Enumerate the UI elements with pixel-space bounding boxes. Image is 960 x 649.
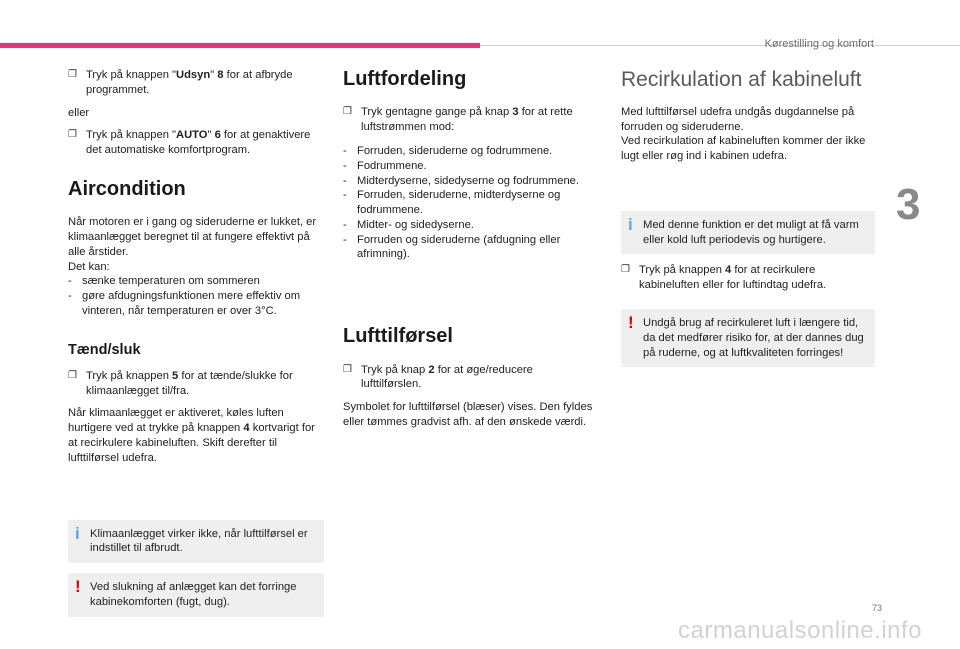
recirk-text-2: Ved recirkulation af kabineluften kommer der ikke lugt eller røg ind i kabinen udefra. — [621, 135, 866, 163]
page-number: 73 — [871, 603, 882, 613]
info-icon: i — [75, 523, 80, 543]
lufttilforsel-text: Symbolet for lufttilførsel (blæser) vises. Den fyldes eller tømmes gradvist afh. af den ønskede værdi. — [343, 401, 593, 428]
lufttilforsel-heading: Lufttilførsel — [343, 325, 453, 348]
list-item: - Fodrummene. — [343, 159, 427, 172]
header-divider — [480, 45, 960, 46]
checkbox-bullet-icon: ❐ — [68, 369, 77, 381]
warning-icon: ! — [75, 577, 81, 597]
list-item: - Midterdyserne, sidedyserne og fodrummene. — [343, 174, 579, 187]
bullet-udsyn: ❐ Tryk på knappen "Udsyn" 8 for at afbryde programmet. — [68, 69, 293, 96]
bullet-luftfordeling: ❐ Tryk gentagne gange på knap 3 for at rette luftstrømmen mod: — [343, 106, 573, 134]
recirk-text-1: Med lufttilførsel udefra undgås dugdannelse på forruden og sideruderne. — [621, 105, 855, 133]
checkbox-bullet-icon: ❐ — [621, 264, 630, 276]
aircon-text: Når motoren er i gang og sideruderne er lukket, er klimaanlægget beregnet til at fungere effektivt på alle årstider. — [68, 216, 317, 258]
info-icon: i — [628, 214, 633, 234]
warning-icon: ! — [628, 312, 634, 332]
bullet-recirkulation: ❐ Tryk på knappen 4 for at recirkulere kabineluften eller for luftindtag udefra. — [621, 264, 827, 292]
checkbox-bullet-icon: ❐ — [68, 129, 77, 141]
chapter-number: 3 — [896, 180, 921, 229]
list-item: - Forruden, sideruderne og fodrummene. — [343, 144, 553, 157]
header-accent-bar — [0, 43, 480, 48]
list-item: - Forruden og sideruderne (afdugning eller afrimning). — [343, 233, 561, 261]
checkbox-bullet-icon: ❐ — [343, 106, 352, 118]
warning-note: ! Ved slukning af anlægget kan det forringe kabinekomforten (fugt, dug). — [68, 573, 324, 617]
recirkulation-heading: Recirkulation af kabineluft — [621, 68, 862, 91]
info-note: i Klimaanlægget virker ikke, når lufttilførsel er indstillet til afbrudt. — [68, 520, 324, 564]
luftfordeling-heading: Luftfordeling — [343, 68, 467, 90]
bullet-auto: ❐ Tryk på knappen "AUTO" 6 for at genaktivere det automatiske komfortprogram. — [68, 129, 311, 157]
warning-note: ! Undgå brug af recirkuleret luft i længere tid, da det medfører risiko for, at der dannes dug på ruderne, og at luftkvaliteten forringes! — [621, 309, 875, 367]
info-note: i Med denne funktion er det muligt at få varm eller kold luft periodevis og hurtigere. — [621, 211, 875, 255]
bullet-lufttilforsel: ❐ Tryk på knap 2 for at øge/reducere lufttilførslen. — [343, 363, 533, 391]
column-2 — [343, 66, 593, 430]
det-kan-text: Det kan: — [68, 260, 110, 273]
bullet-taend: ❐ Tryk på knappen 5 for at tænde/slukke for klimaanlægget til/fra. — [68, 369, 293, 397]
aircondition-heading: Aircondition — [68, 177, 186, 200]
checkbox-bullet-icon: ❐ — [68, 69, 77, 80]
taend-text: Når klimaanlægget er aktiveret, køles luften hurtigere ved at trykke på knappen 4 kortvarigt for at recirkulere kabineluften. Skift derefter til lufttilførsel udefra. — [68, 407, 315, 464]
luftfordeling-list — [343, 144, 593, 262]
list-item: - Midter- og sidedyserne. — [343, 218, 474, 231]
section-title: Kørestilling og komfort — [764, 38, 874, 50]
aircon-item: - gøre afdugningsfunktionen mere effektiv om vinteren, når temperaturen er over 3°C. — [68, 290, 301, 317]
checkbox-bullet-icon: ❐ — [343, 363, 352, 375]
taend-sluk-heading: Tænd/sluk — [68, 341, 141, 358]
list-item: - Forruden, sideruderne, midterdyserne og fodrummene. — [343, 189, 561, 217]
watermark: carmanualsonline.info — [678, 617, 922, 644]
column-3 — [621, 66, 875, 367]
eller-text: eller — [68, 106, 90, 119]
column-1 — [68, 68, 324, 617]
aircon-item: - sænke temperaturen om sommeren — [68, 275, 260, 288]
